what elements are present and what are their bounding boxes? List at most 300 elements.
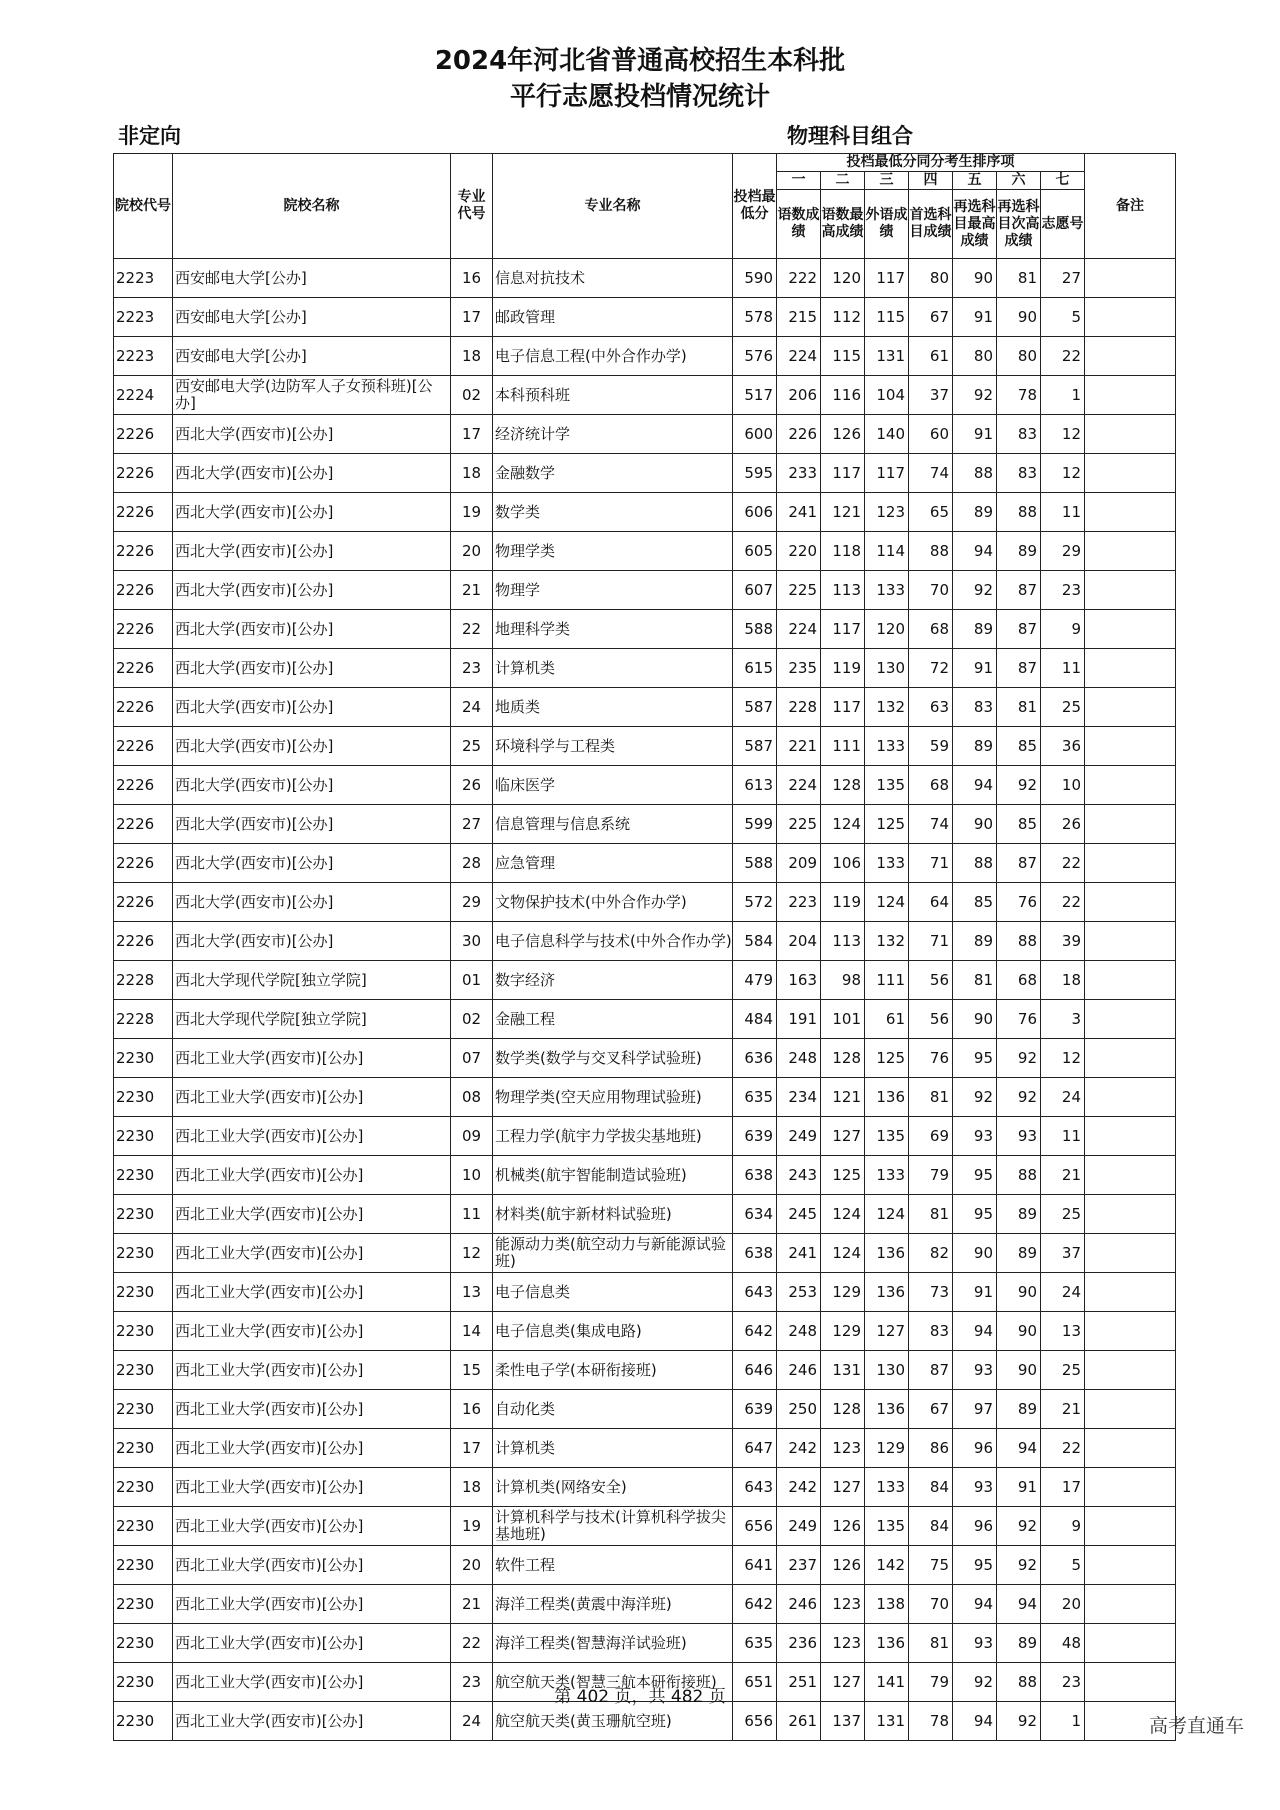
school-code-cell: 2230 (114, 1585, 173, 1624)
school-code-cell: 2226 (114, 883, 173, 922)
chinese-math-max-cell: 129 (821, 1273, 865, 1312)
school-code-cell: 2226 (114, 415, 173, 454)
school-name-cell: 西北大学(西安市)[公办] (173, 688, 451, 727)
chinese-math-score-cell: 225 (777, 571, 821, 610)
first-subject-score-cell: 81 (909, 1078, 953, 1117)
second-subject-max-cell: 91 (953, 649, 997, 688)
table-row (114, 961, 1176, 1000)
school-code-cell: 2223 (114, 337, 173, 376)
remark-cell (1085, 727, 1176, 766)
preference-number-cell: 13 (1041, 1312, 1085, 1351)
min-score-cell: 642 (733, 1312, 777, 1351)
category-label: 非定向 (118, 124, 181, 148)
table-row (114, 1039, 1176, 1078)
second-subject-max-cell: 93 (953, 1117, 997, 1156)
table-row (114, 1468, 1176, 1507)
min-score-cell: 484 (733, 1000, 777, 1039)
foreign-language-score-cell: 132 (865, 688, 909, 727)
first-subject-score-cell: 56 (909, 1000, 953, 1039)
chinese-math-max-cell: 131 (821, 1351, 865, 1390)
remark-cell (1085, 1000, 1176, 1039)
foreign-language-score-cell: 124 (865, 1195, 909, 1234)
table-row (114, 1546, 1176, 1585)
preference-number-cell: 12 (1041, 415, 1085, 454)
second-subject-next-cell: 94 (997, 1585, 1041, 1624)
first-subject-score-cell: 69 (909, 1117, 953, 1156)
remark-cell (1085, 1429, 1176, 1468)
table-row (114, 1117, 1176, 1156)
major-name-cell: 地理科学类 (493, 610, 733, 649)
chinese-math-score-cell: 204 (777, 922, 821, 961)
school-name-cell: 西北工业大学(西安市)[公办] (173, 1585, 451, 1624)
foreign-language-score-cell: 133 (865, 844, 909, 883)
second-subject-next-cell: 76 (997, 883, 1041, 922)
major-name-cell: 电子信息工程(中外合作办学) (493, 337, 733, 376)
major-name-cell: 电子信息类 (493, 1273, 733, 1312)
chinese-math-max-cell: 123 (821, 1585, 865, 1624)
school-code-cell: 2226 (114, 610, 173, 649)
remark-cell (1085, 1117, 1176, 1156)
first-subject-score-cell: 56 (909, 961, 953, 1000)
major-code-cell: 16 (451, 259, 493, 298)
min-score-cell: 638 (733, 1234, 777, 1273)
header-rank-item: 语数最高成绩 (821, 190, 865, 259)
chinese-math-max-cell: 121 (821, 493, 865, 532)
page-title: 2024年河北省普通高校招生本科批 (434, 46, 846, 76)
preference-number-cell: 24 (1041, 1078, 1085, 1117)
table-row (114, 1390, 1176, 1429)
major-code-cell: 11 (451, 1195, 493, 1234)
preference-number-cell: 9 (1041, 1507, 1085, 1546)
first-subject-score-cell: 81 (909, 1624, 953, 1663)
min-score-cell: 587 (733, 727, 777, 766)
preference-number-cell: 5 (1041, 298, 1085, 337)
major-code-cell: 22 (451, 1624, 493, 1663)
table-row (114, 1156, 1176, 1195)
first-subject-score-cell: 59 (909, 727, 953, 766)
major-name-cell: 航空航天类(智慧三航本研衔接班) (493, 1663, 733, 1702)
min-score-cell: 651 (733, 1663, 777, 1702)
second-subject-max-cell: 94 (953, 766, 997, 805)
chinese-math-max-cell: 124 (821, 805, 865, 844)
chinese-math-max-cell: 111 (821, 727, 865, 766)
table-row (114, 1078, 1176, 1117)
major-name-cell: 地质类 (493, 688, 733, 727)
header-major-name: 专业名称 (493, 154, 733, 259)
chinese-math-max-cell: 123 (821, 1429, 865, 1468)
major-name-cell: 数学类(数学与交叉科学试验班) (493, 1039, 733, 1078)
second-subject-next-cell: 92 (997, 766, 1041, 805)
remark-cell (1085, 1468, 1176, 1507)
major-name-cell: 航空航天类(黄玉珊航空班) (493, 1702, 733, 1741)
table-row (114, 259, 1176, 298)
table-row (114, 610, 1176, 649)
school-name-cell: 西北工业大学(西安市)[公办] (173, 1624, 451, 1663)
school-code-cell: 2230 (114, 1507, 173, 1546)
first-subject-score-cell: 61 (909, 337, 953, 376)
table-row (114, 922, 1176, 961)
min-score-cell: 588 (733, 610, 777, 649)
chinese-math-score-cell: 261 (777, 1702, 821, 1741)
table-row (114, 1507, 1176, 1546)
chinese-math-score-cell: 224 (777, 337, 821, 376)
header-school-code: 院校代号 (114, 154, 173, 259)
school-name-cell: 西北工业大学(西安市)[公办] (173, 1117, 451, 1156)
chinese-math-max-cell: 124 (821, 1234, 865, 1273)
major-name-cell: 信息管理与信息系统 (493, 805, 733, 844)
second-subject-max-cell: 92 (953, 571, 997, 610)
page-subtitle: 平行志愿投档情况统计 (509, 82, 770, 112)
table-row (114, 883, 1176, 922)
major-code-cell: 01 (451, 961, 493, 1000)
table-row (114, 805, 1176, 844)
second-subject-max-cell: 96 (953, 1507, 997, 1546)
foreign-language-score-cell: 117 (865, 259, 909, 298)
second-subject-next-cell: 87 (997, 844, 1041, 883)
min-score-cell: 607 (733, 571, 777, 610)
table-row (114, 1351, 1176, 1390)
foreign-language-score-cell: 123 (865, 493, 909, 532)
preference-number-cell: 20 (1041, 1585, 1085, 1624)
header-rank-item: 语数成绩 (777, 190, 821, 259)
preference-number-cell: 37 (1041, 1234, 1085, 1273)
school-name-cell: 西北工业大学(西安市)[公办] (173, 1351, 451, 1390)
school-code-cell: 2230 (114, 1234, 173, 1273)
header-rank-item: 外语成绩 (865, 190, 909, 259)
school-name-cell: 西北工业大学(西安市)[公办] (173, 1234, 451, 1273)
major-code-cell: 17 (451, 415, 493, 454)
remark-cell (1085, 1351, 1176, 1390)
major-name-cell: 材料类(航宇新材料试验班) (493, 1195, 733, 1234)
min-score-cell: 634 (733, 1195, 777, 1234)
major-name-cell: 能源动力类(航空动力与新能源试验班) (493, 1234, 733, 1273)
table-row (114, 376, 1176, 415)
school-code-cell: 2228 (114, 1000, 173, 1039)
chinese-math-score-cell: 223 (777, 883, 821, 922)
chinese-math-score-cell: 225 (777, 805, 821, 844)
chinese-math-score-cell: 233 (777, 454, 821, 493)
remark-cell (1085, 922, 1176, 961)
second-subject-next-cell: 88 (997, 493, 1041, 532)
min-score-cell: 599 (733, 805, 777, 844)
major-code-cell: 23 (451, 1663, 493, 1702)
first-subject-score-cell: 68 (909, 766, 953, 805)
major-name-cell: 本科预科班 (493, 376, 733, 415)
major-name-cell: 自动化类 (493, 1390, 733, 1429)
chinese-math-max-cell: 118 (821, 532, 865, 571)
preference-number-cell: 29 (1041, 532, 1085, 571)
min-score-cell: 636 (733, 1039, 777, 1078)
preference-number-cell: 22 (1041, 883, 1085, 922)
chinese-math-max-cell: 126 (821, 415, 865, 454)
min-score-cell: 588 (733, 844, 777, 883)
admission-table (113, 153, 1176, 1741)
foreign-language-score-cell: 61 (865, 1000, 909, 1039)
first-subject-score-cell: 76 (909, 1039, 953, 1078)
school-name-cell: 西北工业大学(西安市)[公办] (173, 1702, 451, 1741)
min-score-cell: 578 (733, 298, 777, 337)
foreign-language-score-cell: 104 (865, 376, 909, 415)
header-rank: 二 (821, 172, 865, 190)
table-row (114, 1429, 1176, 1468)
school-name-cell: 西北大学(西安市)[公办] (173, 454, 451, 493)
second-subject-next-cell: 92 (997, 1078, 1041, 1117)
chinese-math-max-cell: 117 (821, 688, 865, 727)
second-subject-max-cell: 92 (953, 376, 997, 415)
chinese-math-max-cell: 106 (821, 844, 865, 883)
major-name-cell: 柔性电子学(本研衔接班) (493, 1351, 733, 1390)
table-row (114, 337, 1176, 376)
min-score-cell: 572 (733, 883, 777, 922)
school-name-cell: 西北工业大学(西安市)[公办] (173, 1663, 451, 1702)
second-subject-next-cell: 89 (997, 532, 1041, 571)
second-subject-next-cell: 81 (997, 259, 1041, 298)
major-name-cell: 电子信息类(集成电路) (493, 1312, 733, 1351)
major-code-cell: 18 (451, 1468, 493, 1507)
school-name-cell: 西北大学(西安市)[公办] (173, 493, 451, 532)
chinese-math-score-cell: 245 (777, 1195, 821, 1234)
second-subject-max-cell: 95 (953, 1546, 997, 1585)
chinese-math-score-cell: 222 (777, 259, 821, 298)
school-code-cell: 2230 (114, 1702, 173, 1741)
school-code-cell: 2230 (114, 1351, 173, 1390)
school-code-cell: 2230 (114, 1663, 173, 1702)
second-subject-max-cell: 88 (953, 454, 997, 493)
table-row (114, 844, 1176, 883)
major-code-cell: 08 (451, 1078, 493, 1117)
remark-cell (1085, 298, 1176, 337)
major-code-cell: 19 (451, 493, 493, 532)
chinese-math-score-cell: 253 (777, 1273, 821, 1312)
second-subject-next-cell: 83 (997, 415, 1041, 454)
min-score-cell: 656 (733, 1702, 777, 1741)
school-name-cell: 西北工业大学(西安市)[公办] (173, 1312, 451, 1351)
foreign-language-score-cell: 111 (865, 961, 909, 1000)
major-name-cell: 计算机类 (493, 1429, 733, 1468)
table-row (114, 571, 1176, 610)
preference-number-cell: 12 (1041, 454, 1085, 493)
school-code-cell: 2230 (114, 1156, 173, 1195)
header-rank: 四 (909, 172, 953, 190)
chinese-math-score-cell: 241 (777, 493, 821, 532)
first-subject-score-cell: 74 (909, 805, 953, 844)
foreign-language-score-cell: 125 (865, 1039, 909, 1078)
second-subject-max-cell: 90 (953, 1234, 997, 1273)
remark-cell (1085, 961, 1176, 1000)
school-name-cell: 西安邮电大学[公办] (173, 337, 451, 376)
chinese-math-max-cell: 112 (821, 298, 865, 337)
chinese-math-max-cell: 126 (821, 1546, 865, 1585)
min-score-cell: 642 (733, 1585, 777, 1624)
school-code-cell: 2226 (114, 454, 173, 493)
school-code-cell: 2230 (114, 1273, 173, 1312)
min-score-cell: 600 (733, 415, 777, 454)
remark-cell (1085, 259, 1176, 298)
table-row (114, 649, 1176, 688)
school-name-cell: 西北工业大学(西安市)[公办] (173, 1078, 451, 1117)
chinese-math-max-cell: 117 (821, 610, 865, 649)
second-subject-max-cell: 89 (953, 727, 997, 766)
second-subject-next-cell: 89 (997, 1390, 1041, 1429)
school-name-cell: 西北大学(西安市)[公办] (173, 415, 451, 454)
foreign-language-score-cell: 136 (865, 1078, 909, 1117)
major-code-cell: 30 (451, 922, 493, 961)
school-name-cell: 西安邮电大学(边防军人子女预科班)[公办] (173, 376, 451, 415)
school-name-cell: 西北大学(西安市)[公办] (173, 766, 451, 805)
remark-cell (1085, 1156, 1176, 1195)
preference-number-cell: 1 (1041, 1702, 1085, 1741)
second-subject-next-cell: 92 (997, 1546, 1041, 1585)
preference-number-cell: 22 (1041, 844, 1085, 883)
school-name-cell: 西北大学(西安市)[公办] (173, 922, 451, 961)
min-score-cell: 587 (733, 688, 777, 727)
min-score-cell: 613 (733, 766, 777, 805)
min-score-cell: 605 (733, 532, 777, 571)
second-subject-next-cell: 83 (997, 454, 1041, 493)
second-subject-next-cell: 68 (997, 961, 1041, 1000)
school-code-cell: 2230 (114, 1195, 173, 1234)
table-row (114, 532, 1176, 571)
second-subject-next-cell: 89 (997, 1195, 1041, 1234)
school-code-cell: 2226 (114, 727, 173, 766)
remark-cell (1085, 766, 1176, 805)
major-name-cell: 信息对抗技术 (493, 259, 733, 298)
second-subject-next-cell: 89 (997, 1234, 1041, 1273)
school-code-cell: 2230 (114, 1546, 173, 1585)
chinese-math-max-cell: 119 (821, 649, 865, 688)
major-code-cell: 16 (451, 1390, 493, 1429)
school-code-cell: 2230 (114, 1429, 173, 1468)
major-code-cell: 24 (451, 688, 493, 727)
major-code-cell: 28 (451, 844, 493, 883)
second-subject-next-cell: 88 (997, 922, 1041, 961)
school-name-cell: 西北工业大学(西安市)[公办] (173, 1273, 451, 1312)
major-code-cell: 23 (451, 649, 493, 688)
foreign-language-score-cell: 133 (865, 1468, 909, 1507)
chinese-math-score-cell: 221 (777, 727, 821, 766)
foreign-language-score-cell: 115 (865, 298, 909, 337)
remark-cell (1085, 1546, 1176, 1585)
major-code-cell: 27 (451, 805, 493, 844)
chinese-math-max-cell: 119 (821, 883, 865, 922)
preference-number-cell: 48 (1041, 1624, 1085, 1663)
foreign-language-score-cell: 133 (865, 1156, 909, 1195)
remark-cell (1085, 1312, 1176, 1351)
foreign-language-score-cell: 140 (865, 415, 909, 454)
min-score-cell: 595 (733, 454, 777, 493)
school-name-cell: 西北大学(西安市)[公办] (173, 844, 451, 883)
chinese-math-max-cell: 127 (821, 1468, 865, 1507)
remark-cell (1085, 376, 1176, 415)
second-subject-next-cell: 91 (997, 1468, 1041, 1507)
chinese-math-max-cell: 98 (821, 961, 865, 1000)
remark-cell (1085, 1078, 1176, 1117)
school-name-cell: 西北大学(西安市)[公办] (173, 532, 451, 571)
chinese-math-score-cell: 246 (777, 1351, 821, 1390)
chinese-math-max-cell: 117 (821, 454, 865, 493)
major-name-cell: 应急管理 (493, 844, 733, 883)
major-name-cell: 临床医学 (493, 766, 733, 805)
preference-number-cell: 11 (1041, 1117, 1085, 1156)
chinese-math-score-cell: 191 (777, 1000, 821, 1039)
second-subject-max-cell: 89 (953, 922, 997, 961)
first-subject-score-cell: 74 (909, 454, 953, 493)
chinese-math-max-cell: 115 (821, 337, 865, 376)
foreign-language-score-cell: 135 (865, 766, 909, 805)
min-score-cell: 646 (733, 1351, 777, 1390)
major-code-cell: 15 (451, 1351, 493, 1390)
chinese-math-max-cell: 127 (821, 1663, 865, 1702)
major-name-cell: 海洋工程类(智慧海洋试验班) (493, 1624, 733, 1663)
subject-combination-label: 物理科目组合 (787, 124, 913, 148)
first-subject-score-cell: 84 (909, 1507, 953, 1546)
school-name-cell: 西安邮电大学[公办] (173, 259, 451, 298)
school-name-cell: 西北大学(西安市)[公办] (173, 571, 451, 610)
preference-number-cell: 36 (1041, 727, 1085, 766)
second-subject-max-cell: 89 (953, 493, 997, 532)
school-code-cell: 2226 (114, 688, 173, 727)
header-sort-group: 投档最低分同分考生排序项 (777, 154, 1085, 172)
school-name-cell: 西安邮电大学[公办] (173, 298, 451, 337)
chinese-math-score-cell: 163 (777, 961, 821, 1000)
foreign-language-score-cell: 124 (865, 883, 909, 922)
major-code-cell: 02 (451, 1000, 493, 1039)
major-name-cell: 软件工程 (493, 1546, 733, 1585)
remark-cell (1085, 1195, 1176, 1234)
second-subject-max-cell: 80 (953, 337, 997, 376)
preference-number-cell: 25 (1041, 1195, 1085, 1234)
first-subject-score-cell: 79 (909, 1663, 953, 1702)
table-row (114, 1624, 1176, 1663)
foreign-language-score-cell: 127 (865, 1312, 909, 1351)
chinese-math-max-cell: 116 (821, 376, 865, 415)
min-score-cell: 635 (733, 1624, 777, 1663)
chinese-math-max-cell: 126 (821, 1507, 865, 1546)
preference-number-cell: 21 (1041, 1156, 1085, 1195)
school-code-cell: 2226 (114, 493, 173, 532)
major-name-cell: 金融数学 (493, 454, 733, 493)
remark-cell (1085, 1507, 1176, 1546)
major-name-cell: 物理学 (493, 571, 733, 610)
first-subject-score-cell: 82 (909, 1234, 953, 1273)
remark-cell (1085, 571, 1176, 610)
school-code-cell: 2226 (114, 649, 173, 688)
second-subject-max-cell: 88 (953, 844, 997, 883)
foreign-language-score-cell: 136 (865, 1273, 909, 1312)
second-subject-next-cell: 87 (997, 610, 1041, 649)
chinese-math-score-cell: 235 (777, 649, 821, 688)
foreign-language-score-cell: 131 (865, 1702, 909, 1741)
second-subject-next-cell: 93 (997, 1117, 1041, 1156)
chinese-math-score-cell: 226 (777, 415, 821, 454)
major-code-cell: 17 (451, 1429, 493, 1468)
min-score-cell: 647 (733, 1429, 777, 1468)
major-name-cell: 计算机类(网络安全) (493, 1468, 733, 1507)
school-code-cell: 2223 (114, 259, 173, 298)
school-code-cell: 2226 (114, 571, 173, 610)
table-row (114, 688, 1176, 727)
major-name-cell: 数学类 (493, 493, 733, 532)
major-code-cell: 20 (451, 532, 493, 571)
foreign-language-score-cell: 142 (865, 1546, 909, 1585)
min-score-cell: 643 (733, 1273, 777, 1312)
second-subject-next-cell: 92 (997, 1702, 1041, 1741)
chinese-math-score-cell: 248 (777, 1312, 821, 1351)
major-code-cell: 09 (451, 1117, 493, 1156)
foreign-language-score-cell: 133 (865, 727, 909, 766)
foreign-language-score-cell: 133 (865, 571, 909, 610)
major-code-cell: 18 (451, 337, 493, 376)
